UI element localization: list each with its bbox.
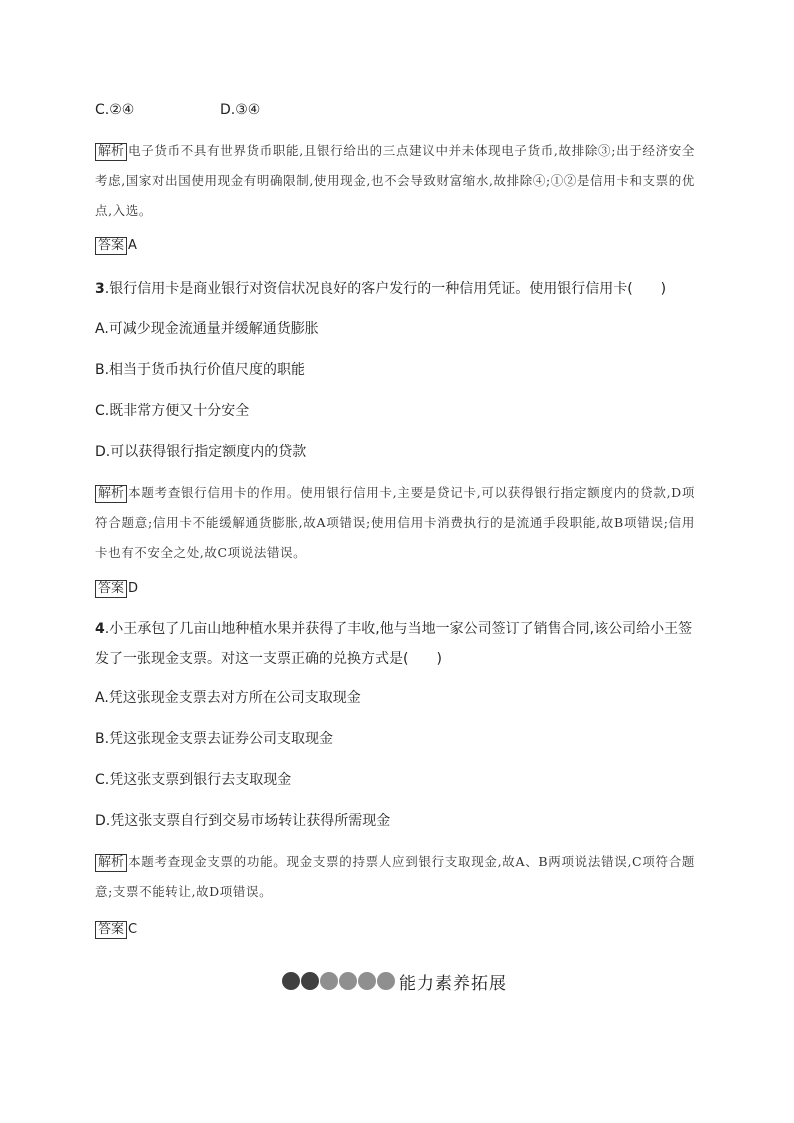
explain-tag: 解析 bbox=[95, 485, 127, 503]
section-dot-icon bbox=[282, 972, 300, 990]
q3-explanation bbox=[95, 478, 695, 568]
q2-options-row bbox=[95, 100, 261, 120]
q2-option-d: D.③④ bbox=[220, 102, 261, 118]
q4-option-d: D.凭这张支票自行到交易市场转让获得所需现金 bbox=[95, 813, 391, 829]
q4-option-a: A.凭这张现金支票去对方所在公司支取现金 bbox=[95, 690, 361, 706]
q4-stem bbox=[95, 614, 705, 674]
q3-option-a: A.可减少现金流通量并缓解通货膨胀 bbox=[95, 321, 319, 337]
q3-answer-value: D bbox=[128, 581, 139, 596]
section-dot-icon bbox=[358, 972, 376, 990]
q2-answer bbox=[95, 237, 137, 255]
answer-tag: 答案 bbox=[95, 921, 127, 939]
q3-number: 3 bbox=[95, 281, 105, 297]
q2-option-c: C.②④ bbox=[95, 102, 135, 118]
explain-tag: 解析 bbox=[95, 854, 127, 872]
q2-explanation bbox=[95, 136, 695, 226]
q4-explanation-text: 本题考查现金支票的功能。现金支票的持票人应到银行支取现金,故A、B两项说法错误,C项符合题意;支票不能转让,故D项错误。 bbox=[95, 854, 695, 899]
q4-option-b: B.凭这张现金支票去证券公司支取现金 bbox=[95, 731, 334, 747]
section-dot-icon bbox=[320, 972, 338, 990]
q3-stem bbox=[95, 274, 705, 304]
q2-answer-value: A bbox=[128, 238, 137, 253]
q3-answer bbox=[95, 580, 138, 598]
q3-stem-text: .银行信用卡是商业银行对资信状况良好的客户发行的一种信用凭证。使用银行信用卡( ) bbox=[104, 281, 667, 297]
q4-stem-text: .小王承包了几亩山地种植水果并获得了丰收,他与当地一家公司签订了销售合同,该公司给小王签发了一张现金支票。对这一支票正确的兑换方式是( ) bbox=[95, 621, 693, 667]
section-dot-icon bbox=[339, 972, 357, 990]
q4-option-c: C.凭这张支票到银行去支取现金 bbox=[95, 772, 292, 788]
answer-tag: 答案 bbox=[95, 237, 127, 255]
q4-answer bbox=[95, 921, 137, 939]
q3-explanation-text: 本题考查银行信用卡的作用。使用银行信用卡,主要是贷记卡,可以获得银行指定额度内的贷款,D项符合题意;信用卡不能缓解通货膨胀,故A项错误;使用信用卡消费执行的是流通手段职能,故B项错误;信用卡也有不安全之处,故C项说法错误。 bbox=[95, 485, 695, 560]
q4-answer-value: C bbox=[128, 922, 138, 937]
section-dots bbox=[282, 972, 396, 990]
section-dot-icon bbox=[377, 972, 395, 990]
section-heading bbox=[282, 969, 507, 993]
q3-option-c: C.既非常方便又十分安全 bbox=[95, 403, 250, 419]
q4-explanation bbox=[95, 847, 695, 907]
section-title: 能力素养拓展 bbox=[399, 973, 507, 994]
q3-option-b: B.相当于货币执行价值尺度的职能 bbox=[95, 362, 306, 378]
q3-option-d: D.可以获得银行指定额度内的贷款 bbox=[95, 444, 307, 460]
answer-tag: 答案 bbox=[95, 580, 127, 598]
explain-tag: 解析 bbox=[95, 143, 127, 161]
q2-explanation-text: 电子货币不具有世界货币职能,且银行给出的三点建议中并未体现电子货币,故排除③;出于经济安全考虑,国家对出国使用现金有明确限制,使用现金,也不会导致财富缩水,故排除④;①②是信用卡和支票的优点,入选。 bbox=[95, 143, 695, 218]
q4-number: 4 bbox=[95, 621, 105, 637]
section-dot-icon bbox=[301, 972, 319, 990]
